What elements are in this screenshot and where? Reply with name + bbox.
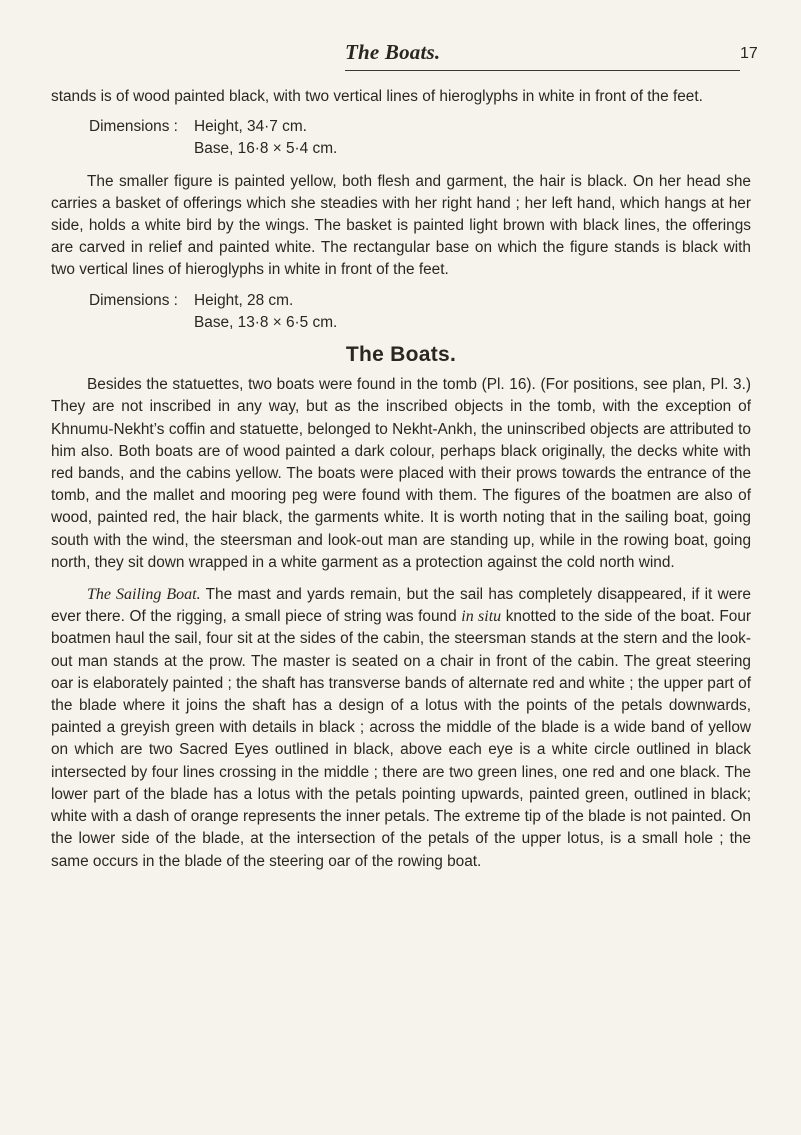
dimensions-base: Base, 16·8 × 5·4 cm.	[194, 140, 338, 158]
dimensions-row	[51, 116, 751, 138]
sailing-boat-text-a: The mast and yards remain, but the sail has completely disappeared, if it were ever there. Of the rigging, a small piece of string was found	[51, 586, 751, 626]
paragraph-sailing-boat	[51, 584, 751, 873]
dimensions-height: Height, 28 cm.	[194, 291, 294, 309]
dimensions-height: Height, 34·7 cm.	[194, 118, 307, 136]
dimensions-row	[51, 138, 751, 160]
sailing-boat-text-b: knotted to the side of the boat. Four boatmen haul the sail, four sit at the sides of the cabin, the steersman stands at the stern and the look-out man stands at the prow. The master is seated on a chair in front of the cabin. The great steering oar is elaborately painted ; the shaft has transverse bands of alternate red and white ; the upper part of the blade where it joins the shaft has a design of a lotus with the points of the petals downwards, painted a greyish green with details in black ; across the middle of the blade is a wide band of yellow on which are two Sacred Eyes outlined in black, above each eye is a white circle outlined in black intersected by four lines crossing in the middle ; there are two green lines, one red and one black. The lower part of the blade has a lotus with the petals pointing upwards, painted green, outlined in black; white with a dash of orange represents the inner petals. The extreme tip of the blade is not painted. On the lower side of the blade, at the intersection of the petals of the upper lotus, is a small hole ; the same occurs in the blade of the steering oar of the rowing boat.	[51, 608, 752, 870]
dimensions-row	[51, 290, 751, 312]
header-rule	[345, 70, 740, 71]
paragraph-boats: Besides the statuettes, two boats were found in the tomb (Pl. 16). (For positions, see plan, Pl. 3.) They are not inscribed in any way, but as the inscribed objects in the tomb, with the exception of Khnumu-Nekht’s coffin and statuette, belonged to Nekht-Ankh, the uninscribed objects are attributed to him also. Both boats are of wood painted a dark colour, perhaps black originally, the decks white with red bands, and the cabins yellow. The boats were placed with their prows towards the entrance of the tomb, and the mallet and mooring peg were found with them. The figures of the boatmen are also of wood, painted red, the hair black, the garments white. It is worth noting that in the sailing boat, going south with the wind, the steersman and look-out man are standing up, while in the rowing boat, going north, they sit down wrapped in a white garment as a protection against the cold north wind.	[51, 376, 751, 571]
spacer	[51, 108, 751, 116]
dimensions-row	[51, 312, 751, 334]
sailing-boat-title: The Sailing Boat.	[87, 586, 201, 604]
spacer	[51, 282, 751, 290]
in-situ-term: in situ	[461, 608, 502, 626]
spacer	[51, 574, 751, 584]
paragraph-smaller-figure: The smaller figure is painted yellow, both flesh and garment, the hair is black. On her head she carries a basket of offerings which she steadies with her right hand ; her left hand, which hangs at her side, holds a white bird by the wings. The basket is painted light brown with black lines, the offerings are carved in relief and painted white. The rectangular base on which the figure stands is black with two vertical lines of hieroglyphs in white in front of the feet.	[51, 172, 751, 279]
dimensions-base: Base, 13·8 × 6·5 cm.	[194, 313, 338, 331]
dimensions-label: Dimensions :	[89, 118, 178, 136]
body-text	[51, 86, 751, 873]
running-head: The Boats.	[345, 40, 441, 64]
spacer	[51, 161, 751, 171]
section-title: The Boats.	[345, 343, 457, 367]
dimensions-block-1	[51, 116, 751, 160]
page-number: 17	[740, 45, 758, 62]
dimensions-label: Dimensions :	[89, 291, 178, 309]
paragraph-continuation: stands is of wood painted black, with two vertical lines of hieroglyphs in white in front of the feet.	[51, 88, 703, 105]
dimensions-block-2	[51, 290, 751, 334]
